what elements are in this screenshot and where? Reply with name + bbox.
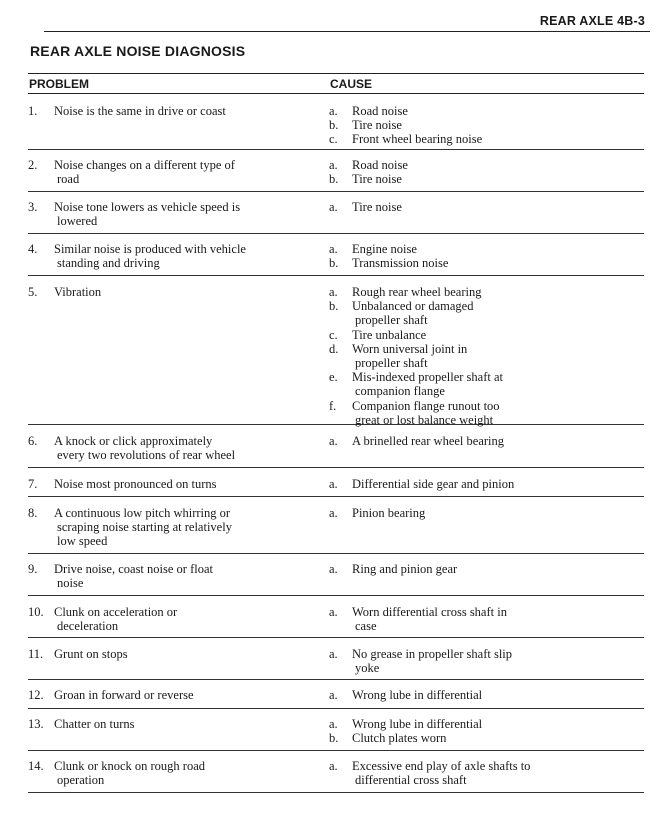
cause-list xyxy=(329,647,579,675)
cause-item xyxy=(329,200,579,214)
cause-letter: c. xyxy=(329,132,338,147)
cause-item xyxy=(329,688,579,702)
cause-item xyxy=(329,104,579,118)
row-number: 13. xyxy=(28,717,44,731)
cause-item xyxy=(329,434,579,448)
table-row xyxy=(28,709,644,751)
problem-text: Noise tone lowers as vehicle speed is lowered xyxy=(54,200,241,229)
cause-item xyxy=(329,759,579,787)
cause-text: Worn differential cross shaft in case xyxy=(352,605,507,634)
cause-item xyxy=(329,132,579,146)
page-header: REAR AXLE 4B-3 xyxy=(539,14,645,28)
table-row xyxy=(28,94,644,150)
cause-list xyxy=(329,285,579,427)
cause-text: Differential side gear and pinion xyxy=(352,477,515,491)
cause-text: Front wheel bearing noise xyxy=(352,132,483,147)
cause-text: Tire unbalance xyxy=(352,327,427,342)
cause-letter: b. xyxy=(329,256,339,271)
cause-text: Transmission noise xyxy=(352,256,449,271)
table-row xyxy=(28,150,644,192)
cause-text: No grease in propeller shaft slip yoke xyxy=(352,647,513,676)
problem-text: Similar noise is produced with vehicle standing and driving xyxy=(54,242,246,271)
cause-letter: e. xyxy=(329,370,338,385)
cause-letter: b. xyxy=(329,731,339,746)
problem-text: Noise changes on a different type of road xyxy=(54,158,235,187)
cause-item xyxy=(329,647,579,675)
cause-item xyxy=(329,370,579,398)
problem-text: A continuous low pitch whirring or scraping noise starting at relatively low speed xyxy=(54,506,232,549)
cause-list xyxy=(329,759,579,787)
cause-list xyxy=(329,562,579,576)
cause-list xyxy=(329,506,579,520)
cause-item xyxy=(329,477,579,491)
problem-text: Groan in forward or reverse xyxy=(54,688,194,702)
cause-text: Engine noise xyxy=(352,242,417,256)
problem-text: Clunk or knock on rough road operation xyxy=(54,759,206,788)
cause-letter: a. xyxy=(329,759,338,773)
row-number: 8. xyxy=(28,506,38,520)
table-body xyxy=(28,94,644,793)
table-row xyxy=(28,276,644,425)
cause-text: Tire noise xyxy=(352,172,402,187)
table-row xyxy=(28,425,644,468)
problem-text: Vibration xyxy=(54,285,102,299)
cause-column-header: CAUSE xyxy=(330,77,373,91)
cause-letter: b. xyxy=(329,172,339,187)
cause-text: Mis-indexed propeller shaft at companion flange xyxy=(352,370,503,399)
cause-text: Unbalanced or damaged propeller shaft xyxy=(352,299,474,328)
row-number: 10. xyxy=(28,605,44,619)
cause-item xyxy=(329,399,579,427)
row-number: 9. xyxy=(28,562,38,576)
cause-text: Pinion bearing xyxy=(352,506,426,520)
cause-letter: d. xyxy=(329,341,339,356)
table-row xyxy=(28,680,644,709)
column-headers xyxy=(28,73,644,94)
cause-letter: a. xyxy=(329,605,338,619)
cause-text: A brinelled rear wheel bearing xyxy=(352,434,505,448)
row-number: 7. xyxy=(28,477,38,491)
cause-list xyxy=(329,242,579,270)
problem-text: Noise is the same in drive or coast xyxy=(54,104,226,118)
cause-item xyxy=(329,717,579,731)
table-row xyxy=(28,596,644,638)
cause-list xyxy=(329,104,579,147)
cause-letter: a. xyxy=(329,434,338,448)
cause-text: Excessive end play of axle shafts to differential cross shaft xyxy=(352,759,531,788)
cause-letter: a. xyxy=(329,477,338,491)
cause-letter: a. xyxy=(329,688,338,702)
cause-item xyxy=(329,605,579,633)
problem-text: Chatter on turns xyxy=(54,717,135,731)
table-row xyxy=(28,497,644,554)
row-number: 1. xyxy=(28,104,38,118)
cause-item xyxy=(329,242,579,256)
cause-letter: a. xyxy=(329,562,338,576)
cause-letter: c. xyxy=(329,327,338,342)
cause-letter: a. xyxy=(329,647,338,661)
cause-item xyxy=(329,158,579,172)
cause-item xyxy=(329,562,579,576)
table-row xyxy=(28,468,644,497)
cause-item xyxy=(329,731,579,745)
row-number: 5. xyxy=(28,285,38,299)
problem-column-header: PROBLEM xyxy=(29,77,89,91)
cause-list xyxy=(329,200,579,214)
problem-text: Grunt on stops xyxy=(54,647,128,661)
diagnosis-table xyxy=(28,73,644,793)
cause-letter: a. xyxy=(329,242,338,256)
problem-text: Drive noise, coast noise or float noise xyxy=(54,562,213,591)
row-number: 6. xyxy=(28,434,38,448)
cause-text: Tire noise xyxy=(352,118,402,133)
row-number: 3. xyxy=(28,200,38,214)
row-number: 12. xyxy=(28,688,44,702)
cause-item xyxy=(329,299,579,327)
row-number: 14. xyxy=(28,759,44,773)
cause-text: Wrong lube in differential xyxy=(352,717,483,731)
cause-list xyxy=(329,434,579,448)
cause-text: Clutch plates worn xyxy=(352,731,447,746)
problem-text: Clunk on acceleration or deceleration xyxy=(54,605,178,634)
cause-text: Ring and pinion gear xyxy=(352,562,458,576)
cause-text: Companion flange runout too great or lost balance weight xyxy=(352,398,500,427)
cause-item xyxy=(329,506,579,520)
table-row xyxy=(28,554,644,596)
cause-text: Wrong lube in differential xyxy=(352,688,483,702)
table-row xyxy=(28,751,644,793)
header-rule xyxy=(44,31,650,32)
cause-letter: a. xyxy=(329,285,338,299)
cause-item xyxy=(329,342,579,370)
section-title: REAR AXLE NOISE DIAGNOSIS xyxy=(30,43,246,59)
problem-text: Noise most pronounced on turns xyxy=(54,477,217,491)
table-row xyxy=(28,234,644,276)
cause-letter: b. xyxy=(329,299,339,314)
cause-letter: a. xyxy=(329,104,338,118)
cause-text: Worn universal joint in propeller shaft xyxy=(352,341,468,371)
row-number: 11. xyxy=(28,647,44,661)
cause-item xyxy=(329,285,579,299)
cause-letter: a. xyxy=(329,200,338,214)
cause-item xyxy=(329,328,579,342)
problem-text: A knock or click approximately every two revolutions of rear wheel xyxy=(54,434,236,463)
cause-text: Road noise xyxy=(352,104,408,118)
cause-list xyxy=(329,477,579,491)
table-row xyxy=(28,638,644,680)
table-row xyxy=(28,192,644,234)
cause-item xyxy=(329,172,579,186)
cause-text: Tire noise xyxy=(352,200,402,214)
cause-letter: a. xyxy=(329,717,338,731)
row-number: 2. xyxy=(28,158,38,172)
cause-item xyxy=(329,118,579,132)
cause-letter: a. xyxy=(329,506,338,520)
cause-list xyxy=(329,605,579,633)
row-number: 4. xyxy=(28,242,38,256)
cause-letter: f. xyxy=(329,398,337,413)
cause-letter: a. xyxy=(329,158,338,172)
cause-item xyxy=(329,256,579,270)
cause-text: Rough rear wheel bearing xyxy=(352,285,482,299)
cause-list xyxy=(329,688,579,702)
cause-letter: b. xyxy=(329,118,339,133)
cause-list xyxy=(329,717,579,745)
cause-list xyxy=(329,158,579,186)
cause-text: Road noise xyxy=(352,158,408,172)
